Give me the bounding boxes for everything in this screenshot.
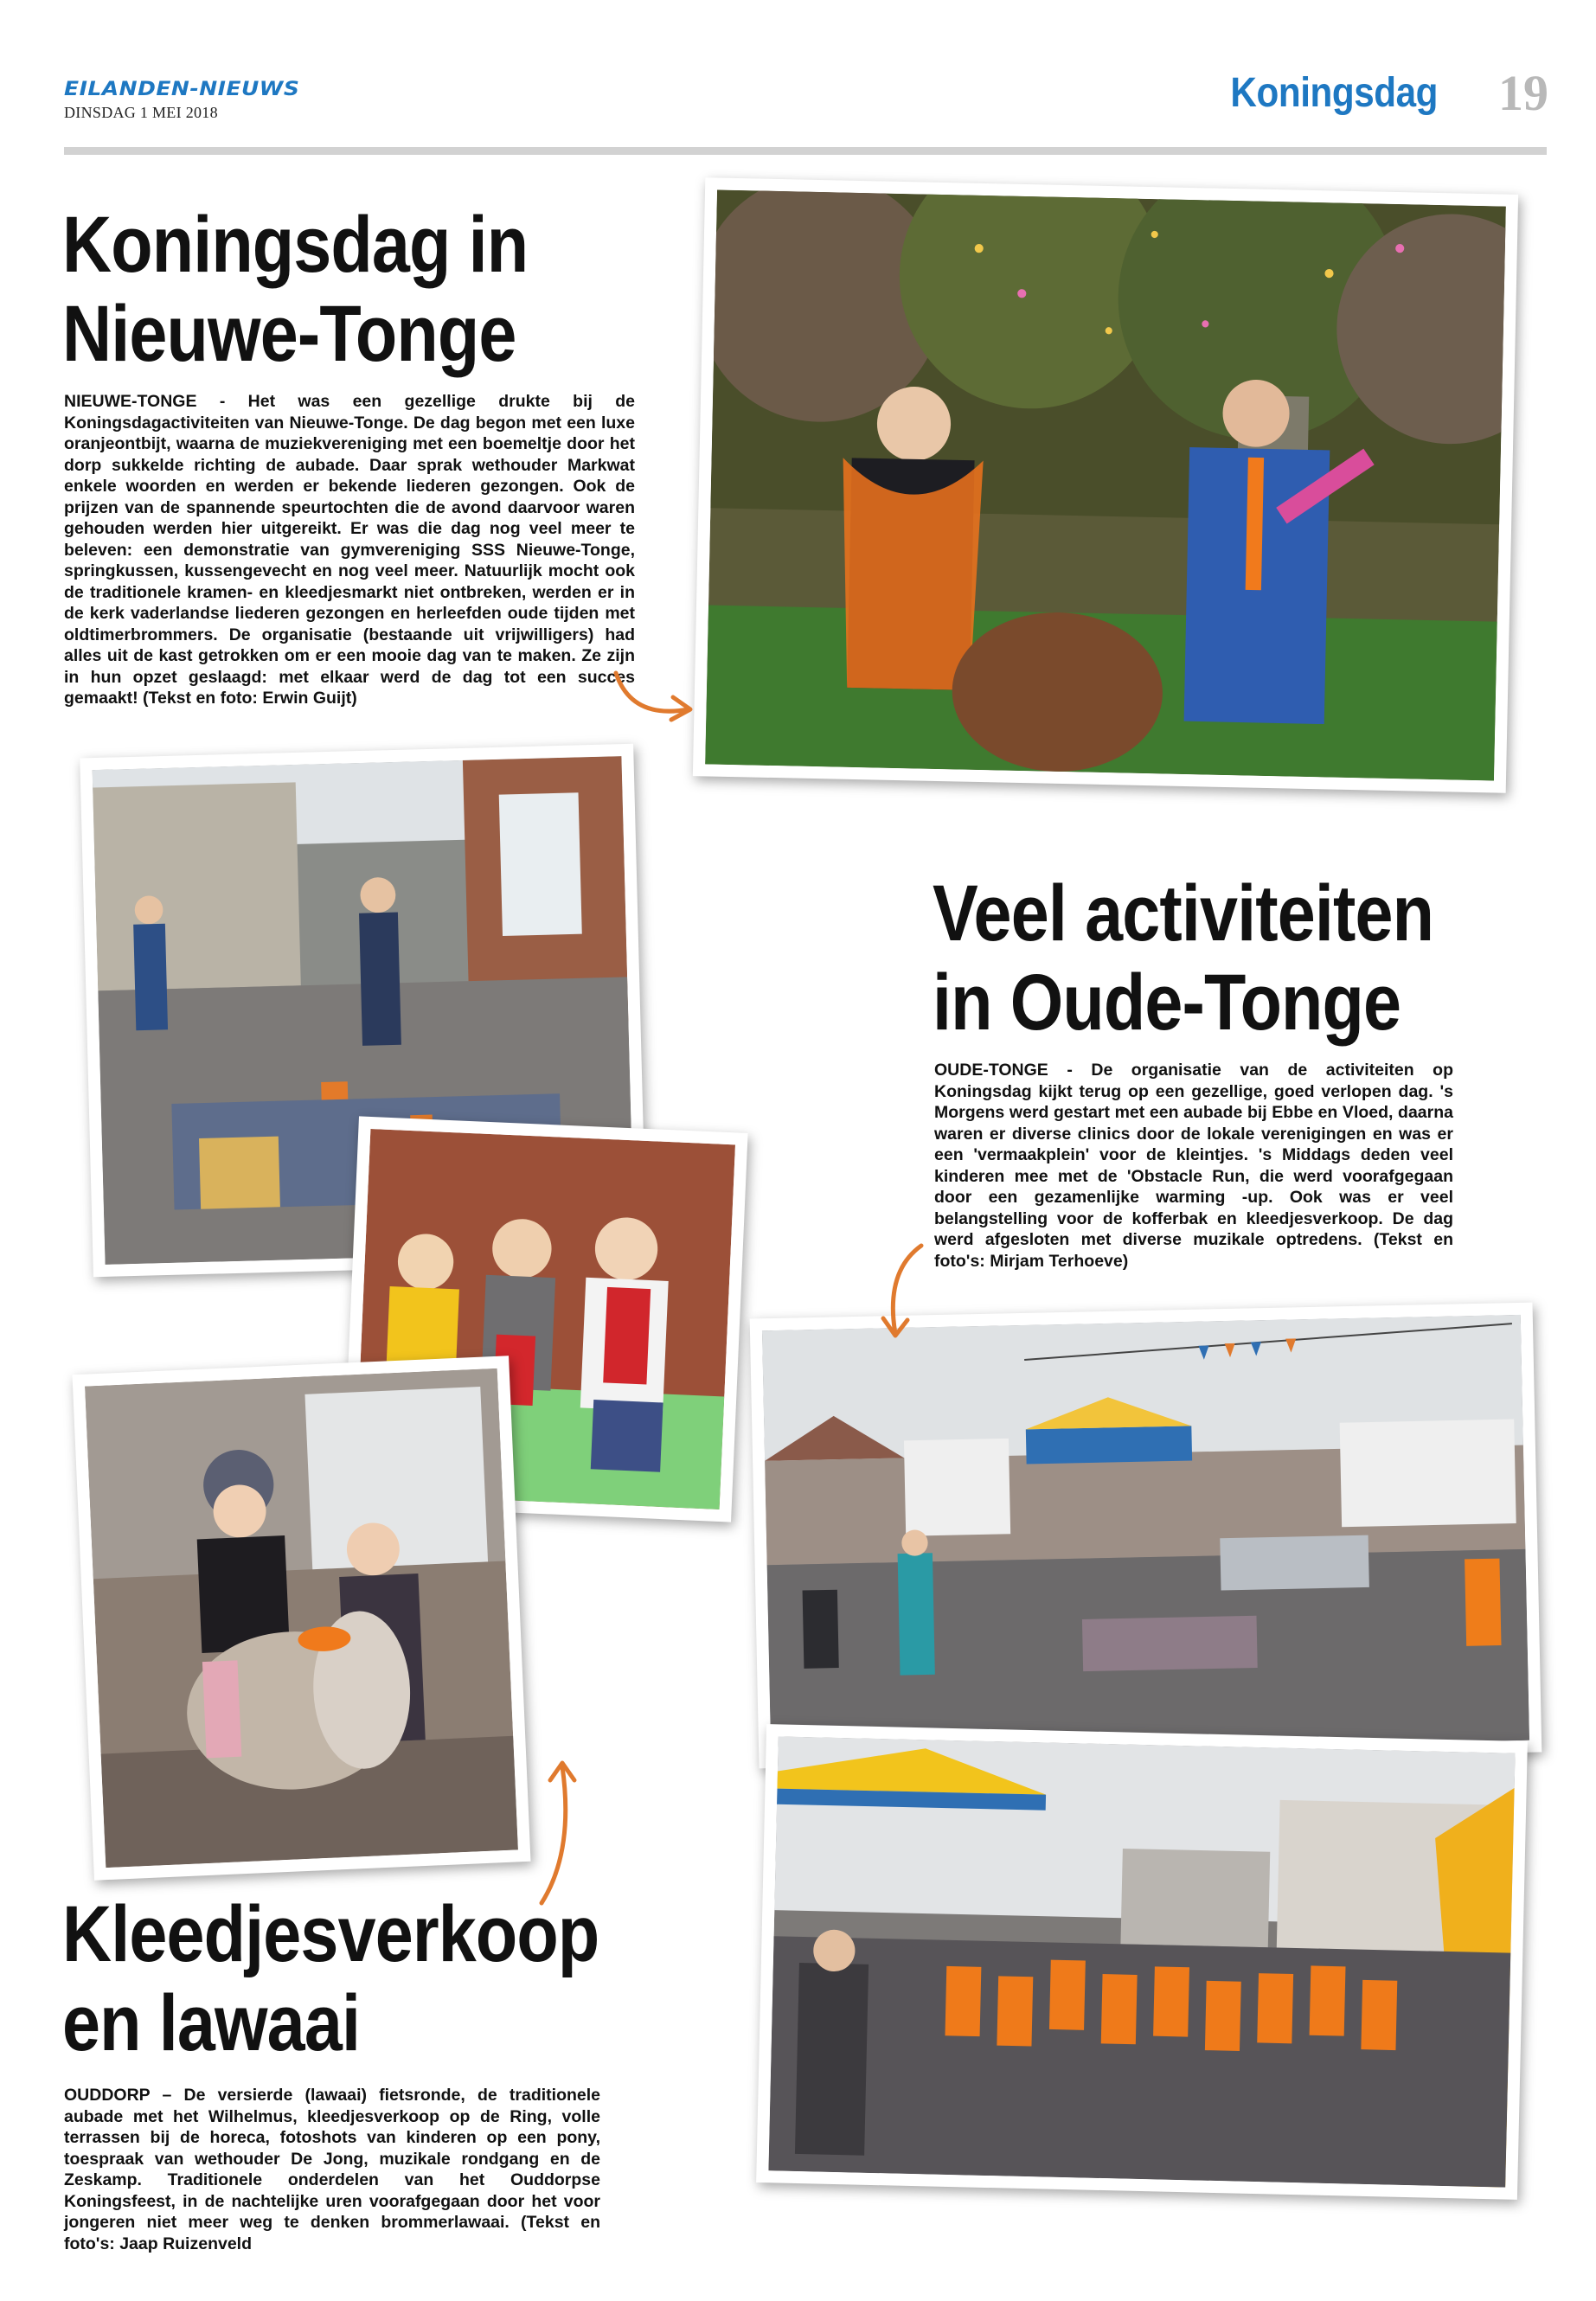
headline-line: Kleedjesverkoop	[62, 1890, 599, 1978]
photo-oude-tonge-square	[750, 1303, 1542, 1769]
photo-obstacle-run-crowd	[756, 1724, 1528, 2200]
arrow-down-to-photo-icon	[869, 1237, 930, 1341]
article-body-ouddorp: OUDDORP – De versierde (lawaai) fietsronde, de traditionele aubade met het Wilhelmus, kleedjesverkoop op de Ring, volle terrassen bij de horeca, fotoshots van kinderen op een pony, toespraak van wethouder De Jong, muzikale rondgang en de Zeskamp. Traditionele onderdelen van het Ouddorpse Koningsfeest, in de nachtelijke uren voorafgegaan door het voor jongeren niet meer weg te denken brommerlawaai. (Tekst en foto's: Jaap Ruizenveld	[64, 2086, 600, 2253]
headline-line: Koningsdag in	[62, 201, 529, 289]
issue-date: DINSDAG 1 MEI 2018	[64, 104, 218, 121]
headline-line: Veel activiteiten	[933, 869, 1434, 958]
headline-line: Nieuwe-Tonge	[62, 290, 516, 378]
page-number: 19	[1498, 65, 1548, 121]
header-rule	[64, 147, 1547, 155]
photo-image	[768, 1736, 1515, 2187]
section-title: Koningsdag	[1230, 70, 1439, 116]
article-headline-nieuwe-tonge	[62, 201, 528, 379]
photo-image	[85, 1368, 518, 1868]
article-headline-oude-tonge	[933, 869, 1433, 1048]
article-body-nieuwe-tonge: NIEUWE-TONGE - Het was een gezellige drukte bij de Koningsdagactiviteiten van Nieuwe-Tonge. De dag begon met een luxe oranjeontbijt, waarna de muziekvereniging met een boemeltje door het dorp sukkelde richting de aubade. Daar sprak wethouder Markwat enkele woorden en werden er bekende liederen gezongen. Ook de prijzen van de spannende speurtochten die de avond daarvoor waren gehouden werden hier uitgereikt. Er was die dag nog veel meer te beleven: een demonstratie van gymvereniging SSS Nieuwe-Tonge, springkussen, kussengevecht en nog veel meer. Natuurlijk mocht ook de traditionele kramen- en kleedjesmarkt niet ontbreken, werden er in de kerk vaderlandse liederen gezongen en herleefden oude tijden met oldtimerbrommers. De organisatie (bestaande uit vrijwilligers) had alles uit de kast getrokken om er een mooie dag van te maken. Ze zijn in hun opzet geslaagd: met elkaar werd de dag tot een succes gemaakt! (Tekst en foto: Erwin Guijt)	[64, 392, 635, 708]
arrow-up-to-photo-icon	[528, 1756, 588, 1912]
article-headline-ouddorp	[62, 1890, 599, 2068]
arrow-to-photo-icon	[606, 666, 701, 727]
photo-aubade-speakers	[693, 177, 1518, 793]
photo-image	[705, 190, 1506, 781]
newspaper-logo: EILANDEN-NIEUWS	[64, 77, 300, 100]
photo-image	[762, 1315, 1529, 1756]
headline-line: in Oude-Tonge	[933, 958, 1401, 1047]
photo-pony-ride	[72, 1356, 530, 1880]
article-body-oude-tonge: OUDE-TONGE - De organisatie van de activiteiten op Koningsdag kijkt terug op een gezellige, goed verlopen dag. 's Morgens werd gestart met een aubade bij Ebbe en Vloed, daarna waren er diverse clinics door de lokale verenigingen en was er een 'vermaakplein' voor de kleintjes. 's Middags deden veel kinderen mee met de 'Obstacle Run, die werd voorafgegaan door een gezamenlijke warming -up. Ook was er veel belangstelling voor de kofferbak en kleedjesverkoop. De dag werd afgesloten met diverse muzikale optredens. (Tekst en foto's: Mirjam Terhoeve)	[934, 1061, 1453, 1271]
headline-line: en lawaai	[62, 1979, 361, 2067]
